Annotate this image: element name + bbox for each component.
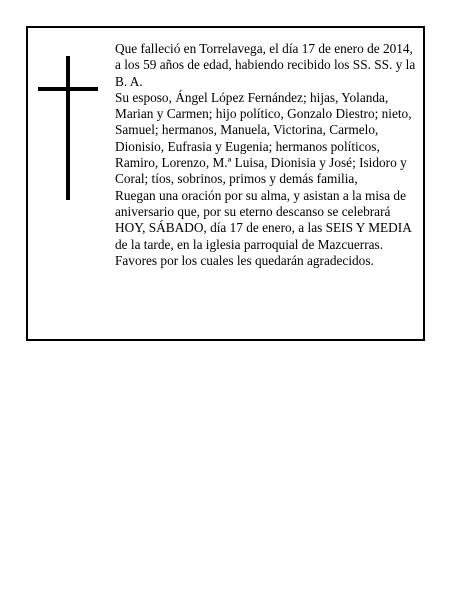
mass-invitation-paragraph: Ruegan una oración por su alma, y asistan a la misa de aniversario que, por su eterno descanso se celebrará HOY, SÁBADO, día 17 de enero, a las SEIS Y MEDIA de la tarde, en la iglesia parroquial de Mazcuerras. Favores por los cuales les quedarán agradecidos. (115, 187, 412, 268)
cross-horizontal-bar (38, 87, 98, 91)
cross-vertical-bar (66, 56, 70, 200)
notice-text (115, 41, 421, 269)
obituary-notice (26, 26, 425, 341)
death-announcement-paragraph: Que falleció en Torrelavega, el día 17 de enero de 2014, a los 59 años de edad, habiendo recibido los SS. SS. y la B. A. (115, 41, 416, 89)
family-mourners-paragraph: Su esposo, Ángel López Fernández; hijas, Yolanda, Marian y Carmen; hijo político, Gonzalo Diestro; nieto, Samuel; hermanos, Manuela, Victorina, Carmelo, Dionisio, Eufrasia y Eugenia; hermanos políticos, Ramiro, Lorenzo, M.ª Luisa, Dionisia y José; Isidoro y Coral; tíos, sobrinos, primos y demás familia, (115, 89, 412, 187)
latin-cross-icon (38, 56, 98, 200)
